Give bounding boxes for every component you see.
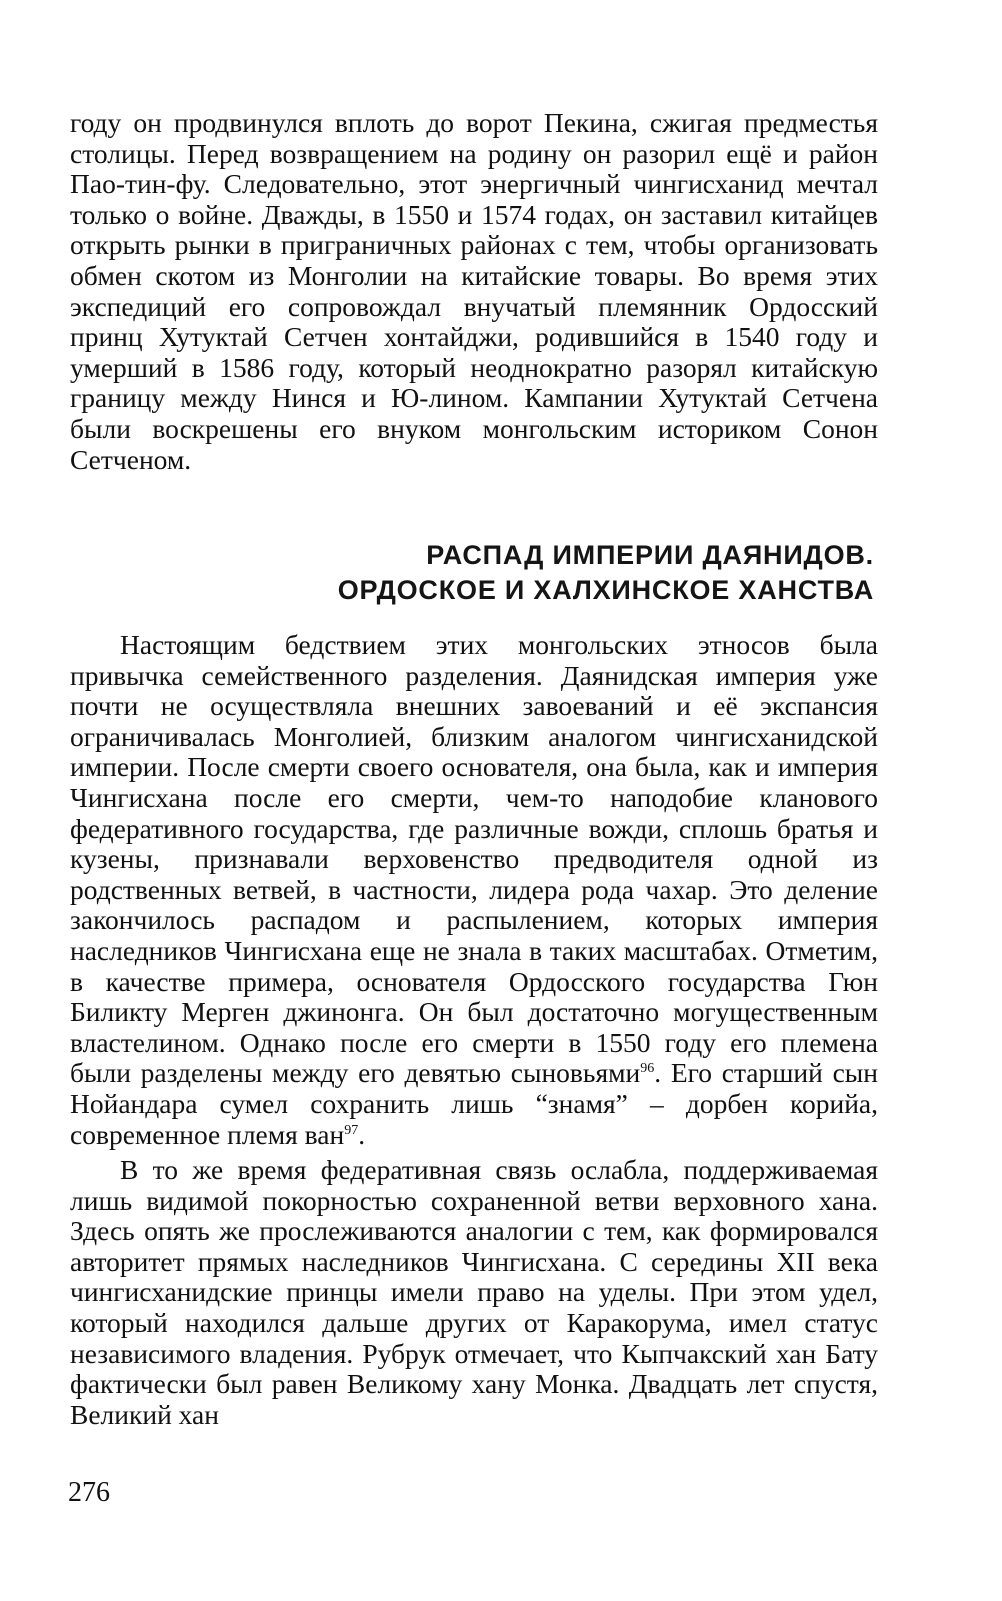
paragraph-1-text: Настоящим бедствием этих монгольских этносов была привычка семейственного разделения. Даянидская империя уже почти не осуществляла внешних завоеваний и её экспансия ограничивалась Монголией, близким аналогом чингисханидской империи. После смерти своего основателя, она была, как и империя Чингисхана после его смерти, чем-то наподобие кланового федеративного государства, где различные вожди, сплошь братья и кузены, признавали верховенство предводителя одной из родственных ветвей, в частности, лидера рода чахар. Это деление закончилось распадом и распылением, которых империя наследников Чингисхана еще не знала в таких масштабах. Отметим, в качестве примера, основателя Ордосского государства Гюн Биликту Мерген джинонга. Он был достаточно могущественным властелином. Однако после его смерти в 1550 году его племена были разделены между его девятью сыновьями xyxy=(70,629,878,1089)
footnote-ref-96: 96 xyxy=(640,1061,655,1077)
continued-paragraph xyxy=(70,108,878,475)
paragraph-text: году он продвинулся вплоть до ворот Пекина, сжигая предместья столицы. Перед возвращением на родину он разорил ещё и район Пао-тин-фу. Следовательно, этот энергичный чингисханид мечтал только о войне. Дважды, в 1550 и 1574 годах, он заставил китайцев открыть рынки в приграничных районах с тем, чтобы организовать обмен скотом из Монголии на китайские товары. Во время этих экспедиций его сопровождал внучатый племянник Ордосский принц Хутуктай Сетчен хонтайджи, родившийся в 1540 году и умерший в 1586 году, который неоднократно разорял китайскую границу между Нинся и Ю-лином. Кампании Хутуктай Сетчена были воскрешены его внуком монгольским историком Сонон Сетченом. xyxy=(70,107,878,475)
section-body xyxy=(70,630,878,1430)
paragraph-1-text-3: . xyxy=(358,1118,366,1150)
paragraph-2: В то же время федеративная связь ослабла, поддерживаемая лишь видимой покорностью сохраненной ветви верховного хана. Здесь опять же прослеживаются аналогии с тем, как формировался авторитет прямых наследников Чингисхана. С середины XII века чингисханидские принцы имели право на уделы. При этом удел, который находился дальше других от Каракорума, имел статус независимого владения. Рубрук отмечает, что Кыпчакский хан Бату фактически был равен Великому хану Монка. Двадцать лет спустя, Великий хан xyxy=(70,1154,878,1430)
heading-line-2: ОРДОСКОЕ И ХАЛХИНСКОЕ ХАНСТВА xyxy=(337,575,874,605)
footnote-ref-97: 97 xyxy=(344,1122,359,1138)
section-heading xyxy=(338,538,874,608)
page-number: 276 xyxy=(68,1477,110,1508)
paragraph-1-text-2: . Его старший сын Нойандара сумел сохранить лишь “знамя” – дорбен корийа, современное племя ван xyxy=(70,1057,879,1150)
paragraph-1 xyxy=(70,630,878,1150)
heading-line-1: РАСПАД ИМПЕРИИ ДАЯНИДОВ. xyxy=(426,540,874,570)
